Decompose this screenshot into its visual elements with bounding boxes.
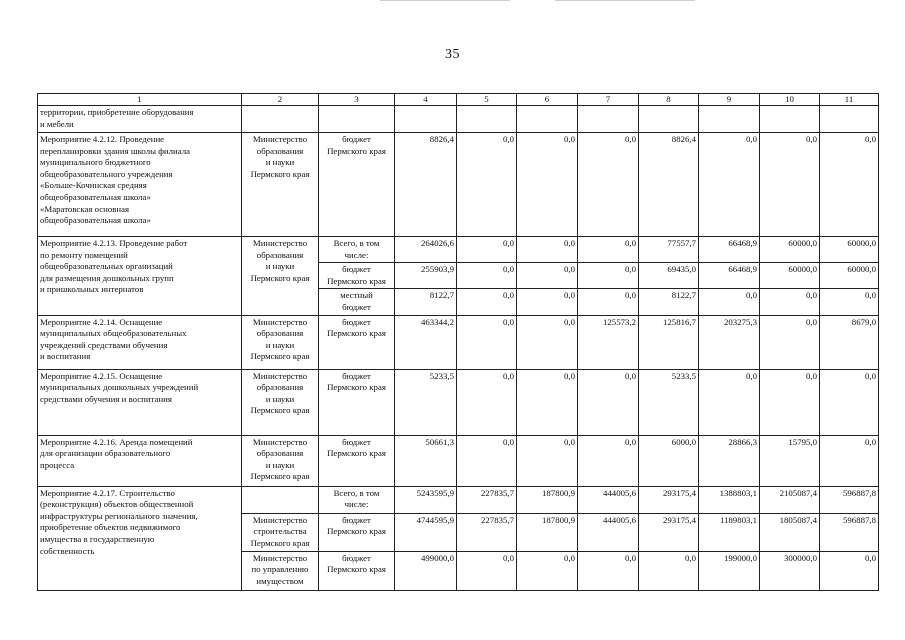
value-cell: 255903,9 xyxy=(395,263,457,289)
executor-cell xyxy=(242,486,319,513)
header-row xyxy=(38,94,879,106)
value-cell: 0,0 xyxy=(760,369,820,435)
col-header: 7 xyxy=(578,94,639,106)
source-cell: бюджет Пермского края xyxy=(319,133,395,237)
value-cell: 293175,4 xyxy=(639,513,699,551)
value-cell xyxy=(457,106,517,133)
executor-cell: Министерство образования и науки Пермского края xyxy=(242,237,319,316)
activity-name-cell: Мероприятие 4.2.14. Оснащение муниципальных общеобразовательных учреждений средствами обучения и воспитания xyxy=(38,315,242,369)
value-cell: 8122,7 xyxy=(395,289,457,315)
value-cell: 8679,0 xyxy=(820,315,879,369)
value-cell: 227835,7 xyxy=(457,513,517,551)
value-cell: 0,0 xyxy=(820,435,879,486)
source-cell: бюджет Пермского края xyxy=(319,263,395,289)
value-cell xyxy=(699,106,760,133)
col-header: 8 xyxy=(639,94,699,106)
value-cell: 0,0 xyxy=(820,369,879,435)
value-cell: 0,0 xyxy=(457,369,517,435)
value-cell: 0,0 xyxy=(457,237,517,263)
value-cell: 203275,3 xyxy=(699,315,760,369)
value-cell: 77557,7 xyxy=(639,237,699,263)
source-cell: бюджет Пермского края xyxy=(319,315,395,369)
col-header: 4 xyxy=(395,94,457,106)
value-cell: 60000,0 xyxy=(760,237,820,263)
col-header: 6 xyxy=(517,94,578,106)
table-row xyxy=(38,369,879,435)
value-cell xyxy=(639,106,699,133)
source-cell: бюджет Пермского края xyxy=(319,513,395,551)
value-cell: 60000,0 xyxy=(760,263,820,289)
value-cell xyxy=(578,106,639,133)
value-cell: 199000,0 xyxy=(699,551,760,590)
value-cell: 264026,6 xyxy=(395,237,457,263)
value-cell: 69435,0 xyxy=(639,263,699,289)
value-cell: 0,0 xyxy=(699,289,760,315)
value-cell xyxy=(820,106,879,133)
source-cell: бюджет Пермского края xyxy=(319,551,395,590)
value-cell: 5233,5 xyxy=(395,369,457,435)
value-cell: 187800,9 xyxy=(517,486,578,513)
value-cell: 1805087,4 xyxy=(760,513,820,551)
activity-name-cell: Мероприятие 4.2.17. Строительство (реконструкция) объектов общественной инфраструктуры регионального значения, приобретение объектов недвижимого имущества в государственную собственность xyxy=(38,486,242,590)
table-row xyxy=(38,486,879,513)
value-cell: 444005,6 xyxy=(578,486,639,513)
source-cell: бюджет Пермского края xyxy=(319,435,395,486)
executor-cell: Министерство образования и науки Пермского края xyxy=(242,369,319,435)
activity-name-cell: территории, приобретение оборудования и мебели xyxy=(38,106,242,133)
value-cell: 0,0 xyxy=(639,551,699,590)
value-cell: 0,0 xyxy=(578,289,639,315)
table-row xyxy=(38,237,879,263)
value-cell: 0,0 xyxy=(578,263,639,289)
value-cell: 0,0 xyxy=(820,133,879,237)
value-cell: 596887,8 xyxy=(820,486,879,513)
value-cell: 0,0 xyxy=(820,289,879,315)
value-cell: 596887,8 xyxy=(820,513,879,551)
value-cell: 50661,3 xyxy=(395,435,457,486)
value-cell xyxy=(760,106,820,133)
value-cell: 0,0 xyxy=(517,369,578,435)
value-cell: 0,0 xyxy=(517,237,578,263)
value-cell: 293175,4 xyxy=(639,486,699,513)
value-cell: 0,0 xyxy=(820,551,879,590)
col-header: 1 xyxy=(38,94,242,106)
table-row xyxy=(38,435,879,486)
col-header: 11 xyxy=(820,94,879,106)
executor-cell: Министерство по управлению имуществом xyxy=(242,551,319,590)
value-cell: 499000,0 xyxy=(395,551,457,590)
col-header: 10 xyxy=(760,94,820,106)
value-cell: 444005,6 xyxy=(578,513,639,551)
value-cell: 8122,7 xyxy=(639,289,699,315)
value-cell: 0,0 xyxy=(517,435,578,486)
value-cell: 0,0 xyxy=(517,315,578,369)
value-cell: 227835,7 xyxy=(457,486,517,513)
value-cell: 187800,9 xyxy=(517,513,578,551)
source-cell: Всего, в том числе: xyxy=(319,237,395,263)
value-cell: 0,0 xyxy=(578,237,639,263)
value-cell: 0,0 xyxy=(457,315,517,369)
value-cell: 463344,2 xyxy=(395,315,457,369)
value-cell: 0,0 xyxy=(457,263,517,289)
value-cell: 0,0 xyxy=(517,133,578,237)
value-cell: 125816,7 xyxy=(639,315,699,369)
value-cell: 300000,0 xyxy=(760,551,820,590)
value-cell: 0,0 xyxy=(699,369,760,435)
source-cell: местный бюджет xyxy=(319,289,395,315)
value-cell: 5243595,9 xyxy=(395,486,457,513)
scan-edge-line xyxy=(555,0,695,1)
value-cell: 0,0 xyxy=(457,133,517,237)
scan-edge-line xyxy=(380,0,510,1)
value-cell: 8826,4 xyxy=(639,133,699,237)
col-header: 3 xyxy=(319,94,395,106)
value-cell: 0,0 xyxy=(457,289,517,315)
value-cell: 0,0 xyxy=(760,315,820,369)
value-cell: 5233,5 xyxy=(639,369,699,435)
value-cell: 0,0 xyxy=(457,551,517,590)
value-cell: 6000,0 xyxy=(639,435,699,486)
value-cell: 0,0 xyxy=(760,289,820,315)
value-cell: 0,0 xyxy=(578,435,639,486)
executor-cell xyxy=(242,106,319,133)
col-header: 2 xyxy=(242,94,319,106)
activity-name-cell: Мероприятие 4.2.13. Проведение работ по ремонту помещений общеобразовательных организаций для размещения дошкольных групп и пришкольных интернатов xyxy=(38,237,242,316)
value-cell: 125573,2 xyxy=(578,315,639,369)
value-cell: 60000,0 xyxy=(820,237,879,263)
activity-name-cell: Мероприятие 4.2.15. Оснащение муниципальных дошкольных учреждений средствами обучения и воспитания xyxy=(38,369,242,435)
col-header: 5 xyxy=(457,94,517,106)
value-cell: 0,0 xyxy=(578,369,639,435)
value-cell xyxy=(395,106,457,133)
value-cell: 0,0 xyxy=(699,133,760,237)
executor-cell: Министерство образования и науки Пермского края xyxy=(242,133,319,237)
value-cell: 1189803,1 xyxy=(699,513,760,551)
value-cell: 0,0 xyxy=(517,289,578,315)
value-cell: 0,0 xyxy=(578,133,639,237)
value-cell: 8826,4 xyxy=(395,133,457,237)
value-cell xyxy=(517,106,578,133)
table-row xyxy=(38,106,879,133)
value-cell: 0,0 xyxy=(578,551,639,590)
value-cell: 0,0 xyxy=(457,435,517,486)
value-cell: 2105087,4 xyxy=(760,486,820,513)
activity-name-cell: Мероприятие 4.2.16. Аренда помещений для организации образовательного процесса xyxy=(38,435,242,486)
value-cell: 0,0 xyxy=(760,133,820,237)
value-cell: 0,0 xyxy=(517,551,578,590)
executor-cell: Министерство строительства Пермского края xyxy=(242,513,319,551)
executor-cell: Министерство образования и науки Пермского края xyxy=(242,315,319,369)
table-row xyxy=(38,315,879,369)
value-cell: 66468,9 xyxy=(699,237,760,263)
executor-cell: Министерство образования и науки Пермского края xyxy=(242,435,319,486)
value-cell: 1388803,1 xyxy=(699,486,760,513)
source-cell xyxy=(319,106,395,133)
value-cell: 4744595,9 xyxy=(395,513,457,551)
value-cell: 28866,3 xyxy=(699,435,760,486)
col-header: 9 xyxy=(699,94,760,106)
value-cell: 66468,9 xyxy=(699,263,760,289)
source-cell: Всего, в том числе: xyxy=(319,486,395,513)
source-cell: бюджет Пермского края xyxy=(319,369,395,435)
page-number: 35 xyxy=(445,47,460,62)
value-cell: 15795,0 xyxy=(760,435,820,486)
activity-name-cell: Мероприятие 4.2.12. Проведение перепланировки здания школы филиала муниципального бюджетного общеобразовательного учреждения «Больше-Кочинская средняя общеобразовательная школа» «Маратовская основная общеобразовательная школа» xyxy=(38,133,242,237)
table-row xyxy=(38,133,879,237)
budget-table xyxy=(37,93,879,591)
value-cell: 60000,0 xyxy=(820,263,879,289)
value-cell: 0,0 xyxy=(517,263,578,289)
